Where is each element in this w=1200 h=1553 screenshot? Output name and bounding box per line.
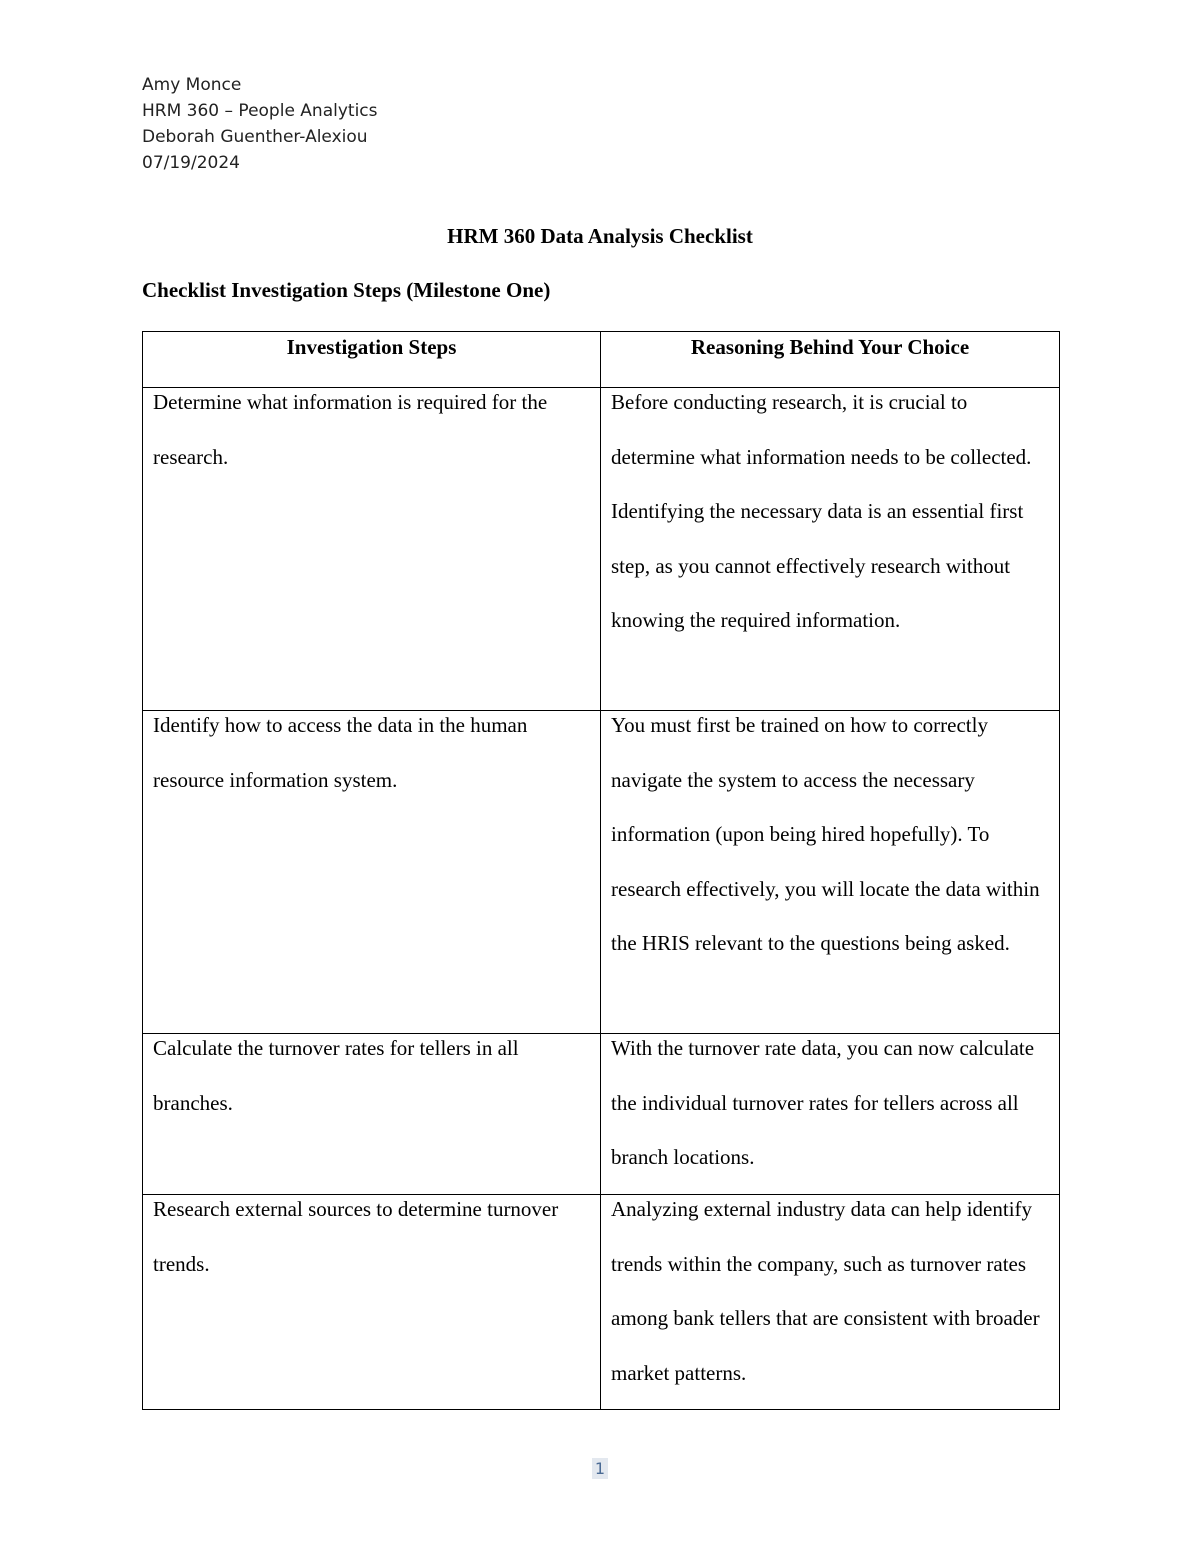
reasoning-cell: [601, 1034, 1060, 1195]
reasoning-text: With the turnover rate data, you can now calculate the individual turnover rates for tellers across all branch locations.: [611, 1036, 1035, 1169]
reasoning-text: You must first be trained on how to correctly navigate the system to access the necessary information (upon being hired hopefully). To research effectively, you will locate the data within the HRIS relevant to the questions being asked.: [611, 713, 1040, 955]
document-title: HRM 360 Data Analysis Checklist: [447, 224, 753, 248]
document-header: [142, 72, 378, 176]
author-name: Amy Monce: [142, 75, 242, 95]
column-header-reasoning: Reasoning Behind Your Choice: [601, 332, 1060, 388]
document-date: 07/19/2024: [142, 153, 240, 173]
instructor-name: Deborah Guenther-Alexiou: [142, 127, 368, 147]
column-header-steps: Investigation Steps: [143, 332, 601, 388]
step-cell: [143, 1034, 601, 1195]
table-row: [143, 388, 1060, 711]
reasoning-cell: [601, 388, 1060, 711]
step-text: Identify how to access the data in the human resource information system.: [153, 713, 528, 792]
table-row: [143, 711, 1060, 1034]
step-text: Research external sources to determine turnover trends.: [153, 1197, 559, 1276]
table-row: [143, 1034, 1060, 1195]
section-title: Checklist Investigation Steps (Milestone One): [142, 278, 551, 302]
step-cell: [143, 711, 601, 1034]
reasoning-text: Analyzing external industry data can help identify trends within the company, such as turnover rates among bank tellers that are consistent with broader market patterns.: [611, 1197, 1040, 1385]
reasoning-cell: [601, 711, 1060, 1034]
reasoning-cell: [601, 1195, 1060, 1410]
step-text: Calculate the turnover rates for tellers in all branches.: [153, 1036, 519, 1115]
table-row: [143, 1195, 1060, 1410]
page-number-label: 1: [592, 1458, 608, 1479]
reasoning-text: Before conducting research, it is crucial to determine what information needs to be collected. Identifying the necessary data is an essential first step, as you cannot effectively research without knowing the required information.: [611, 390, 1032, 632]
step-cell: [143, 1195, 601, 1410]
step-text: Determine what information is required for the research.: [153, 390, 548, 469]
checklist-table: [142, 331, 1060, 1410]
course-name: HRM 360 – People Analytics: [142, 101, 378, 121]
step-cell: [143, 388, 601, 711]
page-number: [0, 1459, 1200, 1478]
